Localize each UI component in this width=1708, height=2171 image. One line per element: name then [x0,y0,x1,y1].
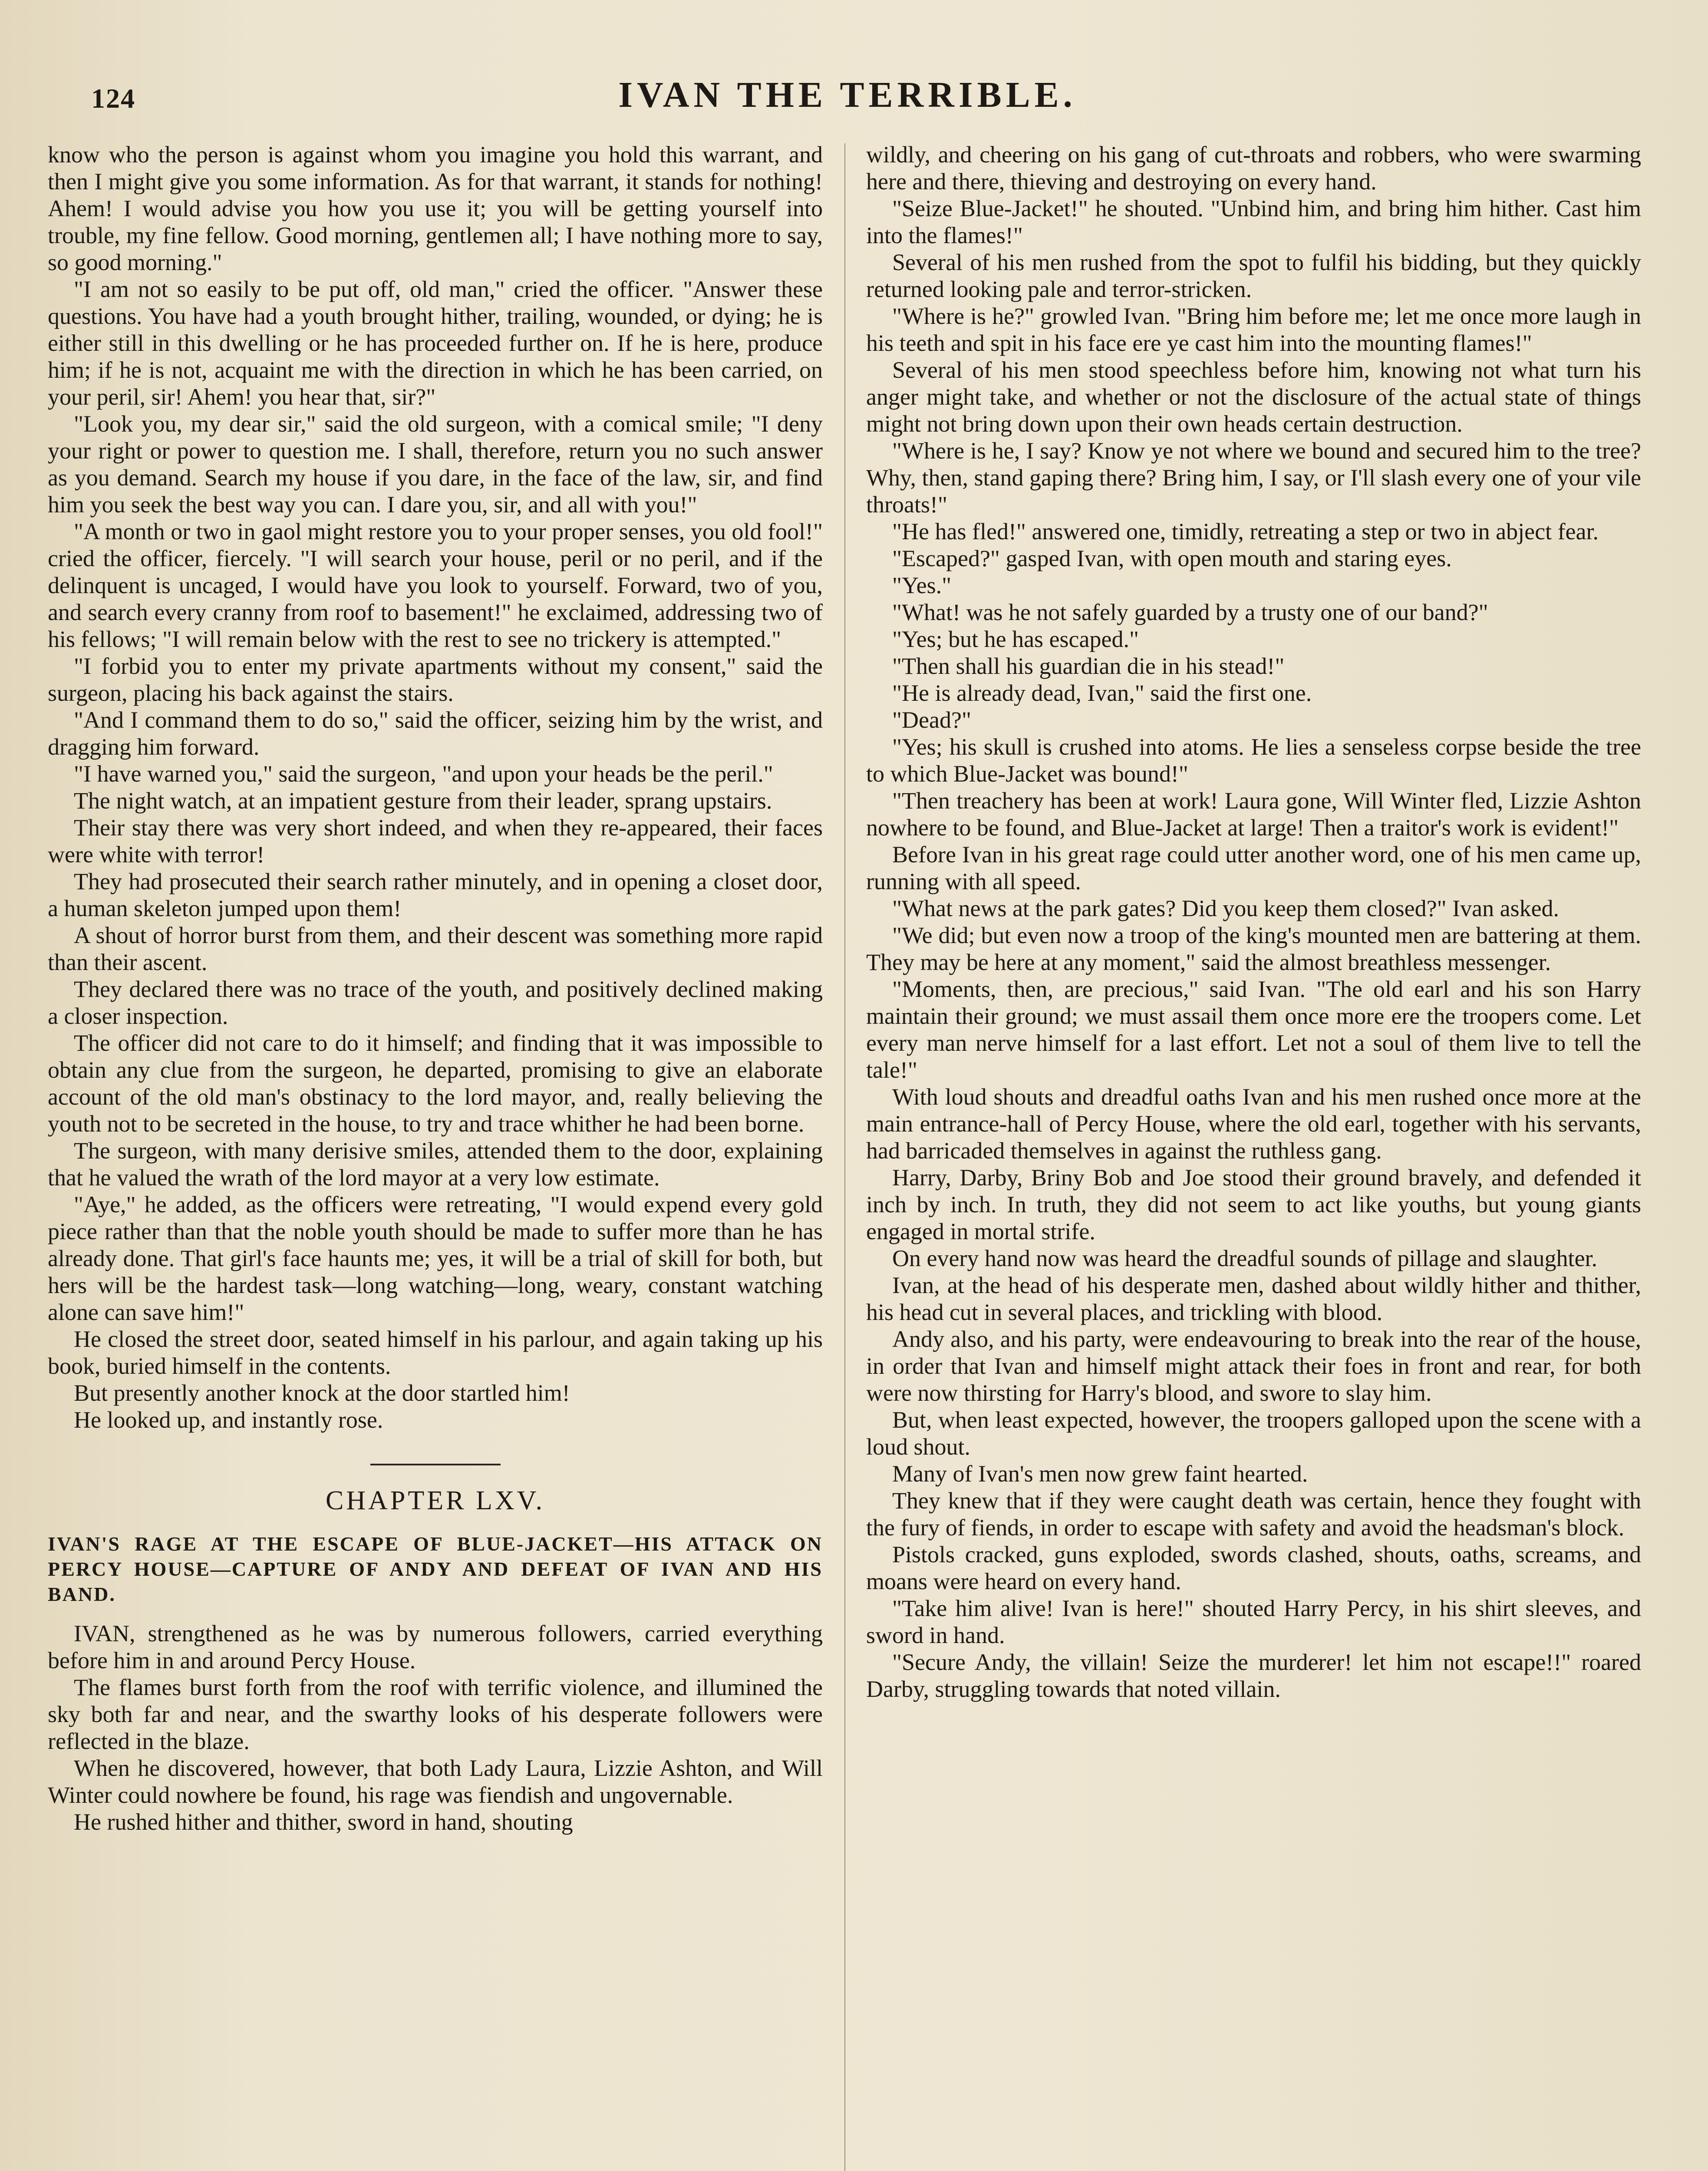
left-column-text [48,141,823,1433]
running-title: IVAN THE TERRIBLE. [618,75,1077,115]
paragraph: Harry, Darby, Briny Bob and Joe stood their ground bravely, and defended it inch by inch. In truth, they did not seem to act like youths, but young giants engaged in mortal strife. [866,1165,1641,1244]
paragraph: "Then shall his guardian die in his stead!" [892,653,1285,679]
chapter-divider [370,1464,501,1465]
paragraph: "Where is he, I say? Know ye not where we bound and secured him to the tree? Why, then, stand gaping there? Bring him, I say, or I'll slash every one of your vile throats!" [866,438,1641,518]
paragraph: They had prosecuted their search rather minutely, and in opening a closet door, a human skeleton jumped upon them! [48,868,823,921]
paragraph: "Then treachery has been at work! Laura gone, Will Winter fled, Lizzie Ashton nowhere to be found, and Blue-Jacket at large! Then a traitor's work is evident!" [866,788,1641,841]
paragraph: He looked up, and instantly rose. [74,1407,383,1433]
right-column-text [866,141,1641,1702]
paragraph: "I forbid you to enter my private apartments without my consent," said the surgeon, placing his back against the stairs. [48,653,823,706]
paragraph: wildly, and cheering on his gang of cut-throats and robbers, who were swarming here and there, thieving and destroying on every hand. [866,142,1641,195]
paragraph: "What! was he not safely guarded by a trusty one of our band?" [892,599,1488,625]
paragraph: "I am not so easily to be put off, old man," cried the officer. "Answer these questions. You have had a youth brought hither, trailing, wounded, or dying; he is either still in this dwelling or he has proceeded further on. If he is here, produce him; if he is not, acquaint me with the direction in which he has been carried, on your peril, sir! Ahem! you hear that, sir?" [48,276,823,410]
paragraph: Many of Ivan's men now grew faint hearted. [892,1461,1308,1487]
left-column [48,141,823,2171]
paragraph: "Seize Blue-Jacket!" he shouted. "Unbind him, and bring him hither. Cast him into the flames!" [866,195,1641,248]
page-header [43,56,1652,135]
right-column [866,141,1641,2171]
paragraph: "Escaped?" gasped Ivan, with open mouth and staring eyes. [892,545,1452,571]
paragraph: "He is already dead, Ivan," said the first one. [892,680,1312,706]
paragraph: But presently another knock at the door startled him! [74,1380,570,1406]
chapter-text [48,1620,823,1835]
paragraph: Their stay there was very short indeed, and when they re-appeared, their faces were white with terror! [48,815,823,868]
paragraph: "We did; but even now a troop of the king's mounted men are battering at them. They may be here at any moment," said the almost breathless messenger. [866,922,1641,975]
paragraph: "Dead?" [892,707,971,733]
paragraph: The night watch, at an impatient gesture from their leader, sprang upstairs. [74,788,772,814]
column-divider [844,143,845,2171]
paragraph: The officer did not care to do it himself; and finding that it was impossible to obtain any clue from the surgeon, he departed, promising to give an elaborate account of the old man's obstinacy to the lord mayor, and, really believing the youth not to be secreted in the house, to try and trace whither he had been borne. [48,1030,823,1137]
paragraph: "A month or two in gaol might restore you to your proper senses, you old fool!" cried the officer, fiercely. "I will search your house, peril or no peril, and if the delinquent is uncaged, I would have you look to yourself. Forward, two of you, and search every cranny from roof to basement!" he exclaimed, addressing two of his fellows; "I will remain below with the rest to see no trickery is attempted." [48,518,823,652]
paragraph: "And I command them to do so," said the officer, seizing him by the wrist, and dragging him forward. [48,707,823,760]
paragraph: know who the person is against whom you imagine you hold this warrant, and then I might give you some information. As for that warrant, it stands for nothing! Ahem! I would advise you how you use it; you will be getting yourself into trouble, my fine fellow. Good morning, gentlemen all; I have nothing more to say, so good morning." [48,142,823,275]
paragraph: Before Ivan in his great rage could utter another word, one of his men came up, running with all speed. [866,841,1641,894]
paragraph: "He has fled!" answered one, timidly, retreating a step or two in abject fear. [892,518,1599,544]
paragraph: On every hand now was heard the dreadful sounds of pillage and slaughter. [892,1245,1598,1271]
paragraph: He rushed hither and thither, sword in hand, shouting [74,1809,573,1835]
paragraph: "Secure Andy, the villain! Seize the murderer! let him not escape!!" roared Darby, struggling towards that noted villain. [866,1649,1641,1702]
paragraph: "Look you, my dear sir," said the old surgeon, with a comical smile; "I deny your right or power to question me. I shall, therefore, return you no such answer as you demand. Search my house if you dare, in the face of the law, sir, and find him you seek the best way you can. I dare you, sir, and all with you!" [48,411,823,518]
paragraph: "Take him alive! Ivan is here!" shouted Harry Percy, in his shirt sleeves, and sword in hand. [866,1595,1641,1648]
paragraph: Several of his men rushed from the spot to fulfil his bidding, but they quickly returned looking pale and terror-stricken. [866,249,1641,302]
paragraph: Andy also, and his party, were endeavouring to break into the rear of the house, in order that Ivan and himself might attack their foes in front and rear, for both were now thirsting for Harry's blood, and swore to slay him. [866,1326,1641,1406]
paragraph: "Yes." [892,572,952,598]
paragraph: "What news at the park gates? Did you keep them closed?" Ivan asked. [892,895,1560,921]
paragraph: The flames burst forth from the roof with terrific violence, and illumined the sky both far and near, and the swarthy looks of his desperate followers were reflected in the blaze. [48,1674,823,1754]
chapter-title: CHAPTER LXV. [326,1486,545,1515]
paragraph: Pistols cracked, guns exploded, swords clashed, shouts, oaths, screams, and moans were heard on every hand. [866,1541,1641,1594]
paragraph: "Aye," he added, as the officers were retreating, "I would expend every gold piece rather than that the noble youth should be made to suffer more than he has already done. That girl's face haunts me; yes, it will be a trial of skill for both, but hers will be the hardest task—long watching—long, weary, constant watching alone can save him!" [48,1191,823,1325]
paragraph: But, when least expected, however, the troopers galloped upon the scene with a loud shout. [866,1407,1641,1460]
paragraph: A shout of horror burst from them, and their descent was something more rapid than their ascent. [48,922,823,975]
paragraph: Several of his men stood speechless before him, knowing not what turn his anger might take, and whether or not the disclosure of the actual state of things might not bring down upon their own heads certain destruction. [866,357,1641,437]
paragraph: "Moments, then, are precious," said Ivan. "The old earl and his son Harry maintain their ground; we must assail them once more ere the troopers come. Let every man nerve himself for a last effort. Let not a soul of them live to tell the tale!" [866,976,1641,1083]
paragraph: They knew that if they were caught death was certain, hence they fought with the fury of fiends, in order to escape with safety and avoid the headsman's block. [866,1488,1641,1541]
paragraph: IVAN, strengthened as he was by numerous followers, carried everything before him in and around Percy House. [48,1620,823,1673]
paragraph: They declared there was no trace of the youth, and positively declined making a closer inspection. [48,976,823,1029]
paragraph: He closed the street door, seated himself in his parlour, and again taking up his book, buried himself in the contents. [48,1326,823,1379]
paragraph: "Yes; but he has escaped." [892,626,1139,652]
paragraph: "Where is he?" growled Ivan. "Bring him before me; let me once more laugh in his teeth and spit in his face ere ye cast him into the mounting flames!" [866,303,1641,356]
paragraph: "Yes; his skull is crushed into atoms. He lies a senseless corpse beside the tree to which Blue-Jacket was bound!" [866,734,1641,787]
paragraph: The surgeon, with many derisive smiles, attended them to the door, explaining that he valued the wrath of the lord mayor at a very low estimate. [48,1138,823,1191]
paragraph: Ivan, at the head of his desperate men, dashed about wildly hither and thither, his head cut in several places, and trickling with blood. [866,1272,1641,1325]
chapter-summary: IVAN'S RAGE AT THE ESCAPE OF BLUE-JACKET—HIS ATTACK ON PERCY HOUSE—CAPTURE OF ANDY AND DEFEAT OF IVAN AND HIS BAND. [48,1533,823,1605]
paragraph: "I have warned you," said the surgeon, "and upon your heads be the peril." [74,761,773,787]
paragraph: When he discovered, however, that both Lady Laura, Lizzie Ashton, and Will Winter could nowhere be found, his rage was fiendish and ungovernable. [48,1755,823,1808]
paragraph: With loud shouts and dreadful oaths Ivan and his men rushed once more at the main entrance-hall of Percy House, where the old earl, together with his servants, had barricaded themselves in against the ruthless gang. [866,1084,1641,1164]
page-number: 124 [91,83,135,114]
